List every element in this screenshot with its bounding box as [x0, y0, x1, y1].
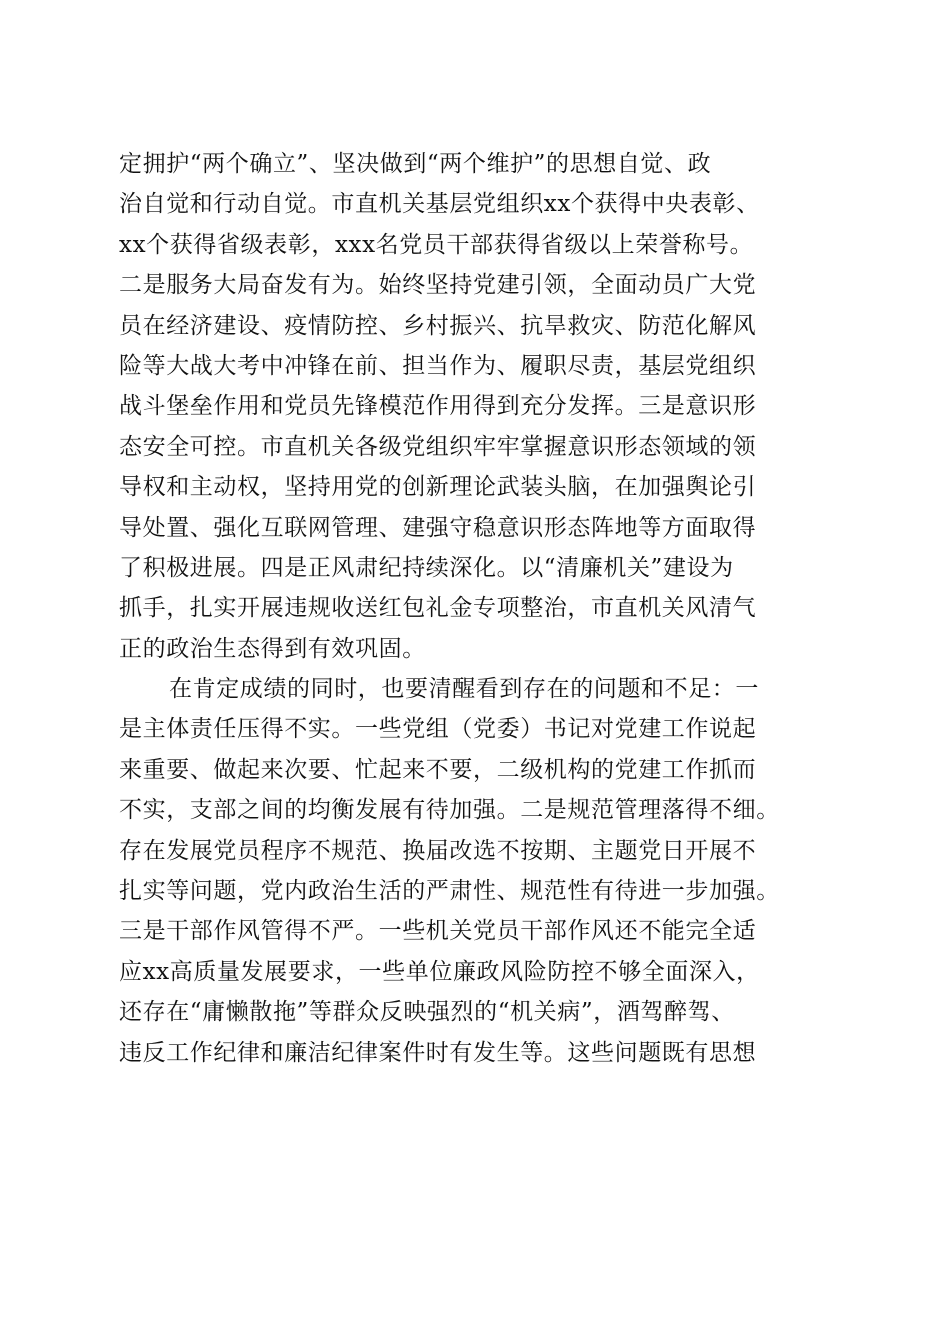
text-line: 治自觉和行动自觉。市直机关基层党组织xx个获得中央表彰、	[119, 191, 760, 218]
text-line: xx个获得省级表彰，xxx名党员干部获得省级以上荣誉称号。	[119, 231, 754, 258]
text-line: 正的政治生态得到有效巩固。	[119, 635, 426, 662]
text-line: 违反工作纪律和廉洁纪律案件时有发生等。这些问题既有思想	[119, 1039, 757, 1066]
text-line: 险等大战大考中冲锋在前、担当作为、履职尽责，基层党组织	[119, 352, 757, 379]
text-line: 导权和主动权，坚持用党的创新理论武装头脑，在加强舆论引	[119, 474, 757, 501]
text-line: 应xx高质量发展要求，一些单位廉政风险防控不够全面深入，	[119, 958, 760, 985]
paragraph-start-line: 在肯定成绩的同时，也要清醒看到存在的问题和不足：一	[169, 676, 759, 703]
text-line: 导处置、强化互联网管理、建强守稳意识形态阵地等方面取得	[119, 514, 757, 541]
text-line: 了积极进展。四是正风肃纪持续深化。以“清廉机关”建设为	[119, 554, 734, 581]
text-line: 是主体责任压得不实。一些党组（党委）书记对党建工作说起	[119, 716, 757, 743]
text-line: 战斗堡垒作用和党员先锋模范作用得到充分发挥。三是意识形	[119, 393, 757, 420]
text-line: 抓手，扎实开展违规收送红包礼金专项整治，市直机关风清气	[119, 595, 757, 622]
text-line: 还存在“庸懒散拖”等群众反映强烈的“机关病”，酒驾醉驾、	[119, 999, 735, 1026]
text-line: 态安全可控。市直机关各级党组织牢牢掌握意识形态领域的领	[119, 433, 757, 460]
text-line: 员在经济建设、疫情防控、乡村振兴、抗旱救灾、防范化解风	[119, 312, 757, 339]
text-line: 存在发展党员程序不规范、换届改选不按期、主题党日开展不	[119, 837, 757, 864]
text-line: 扎实等问题，党内政治生活的严肃性、规范性有待进一步加强。	[119, 878, 780, 905]
text-line: 定拥护“两个确立”、坚决做到“两个维护”的思想自觉、政	[119, 151, 712, 177]
text-line: 三是干部作风管得不严。一些机关党员干部作风还不能完全适	[119, 918, 757, 945]
text-line: 不实，支部之间的均衡发展有待加强。二是规范管理落得不细。	[119, 797, 780, 824]
document-body	[119, 144, 831, 1073]
text-line: 二是服务大局奋发有为。始终坚持党建引领，全面动员广大党	[119, 272, 757, 299]
text-line: 来重要、做起来次要、忙起来不要，二级机构的党建工作抓而	[119, 756, 757, 783]
